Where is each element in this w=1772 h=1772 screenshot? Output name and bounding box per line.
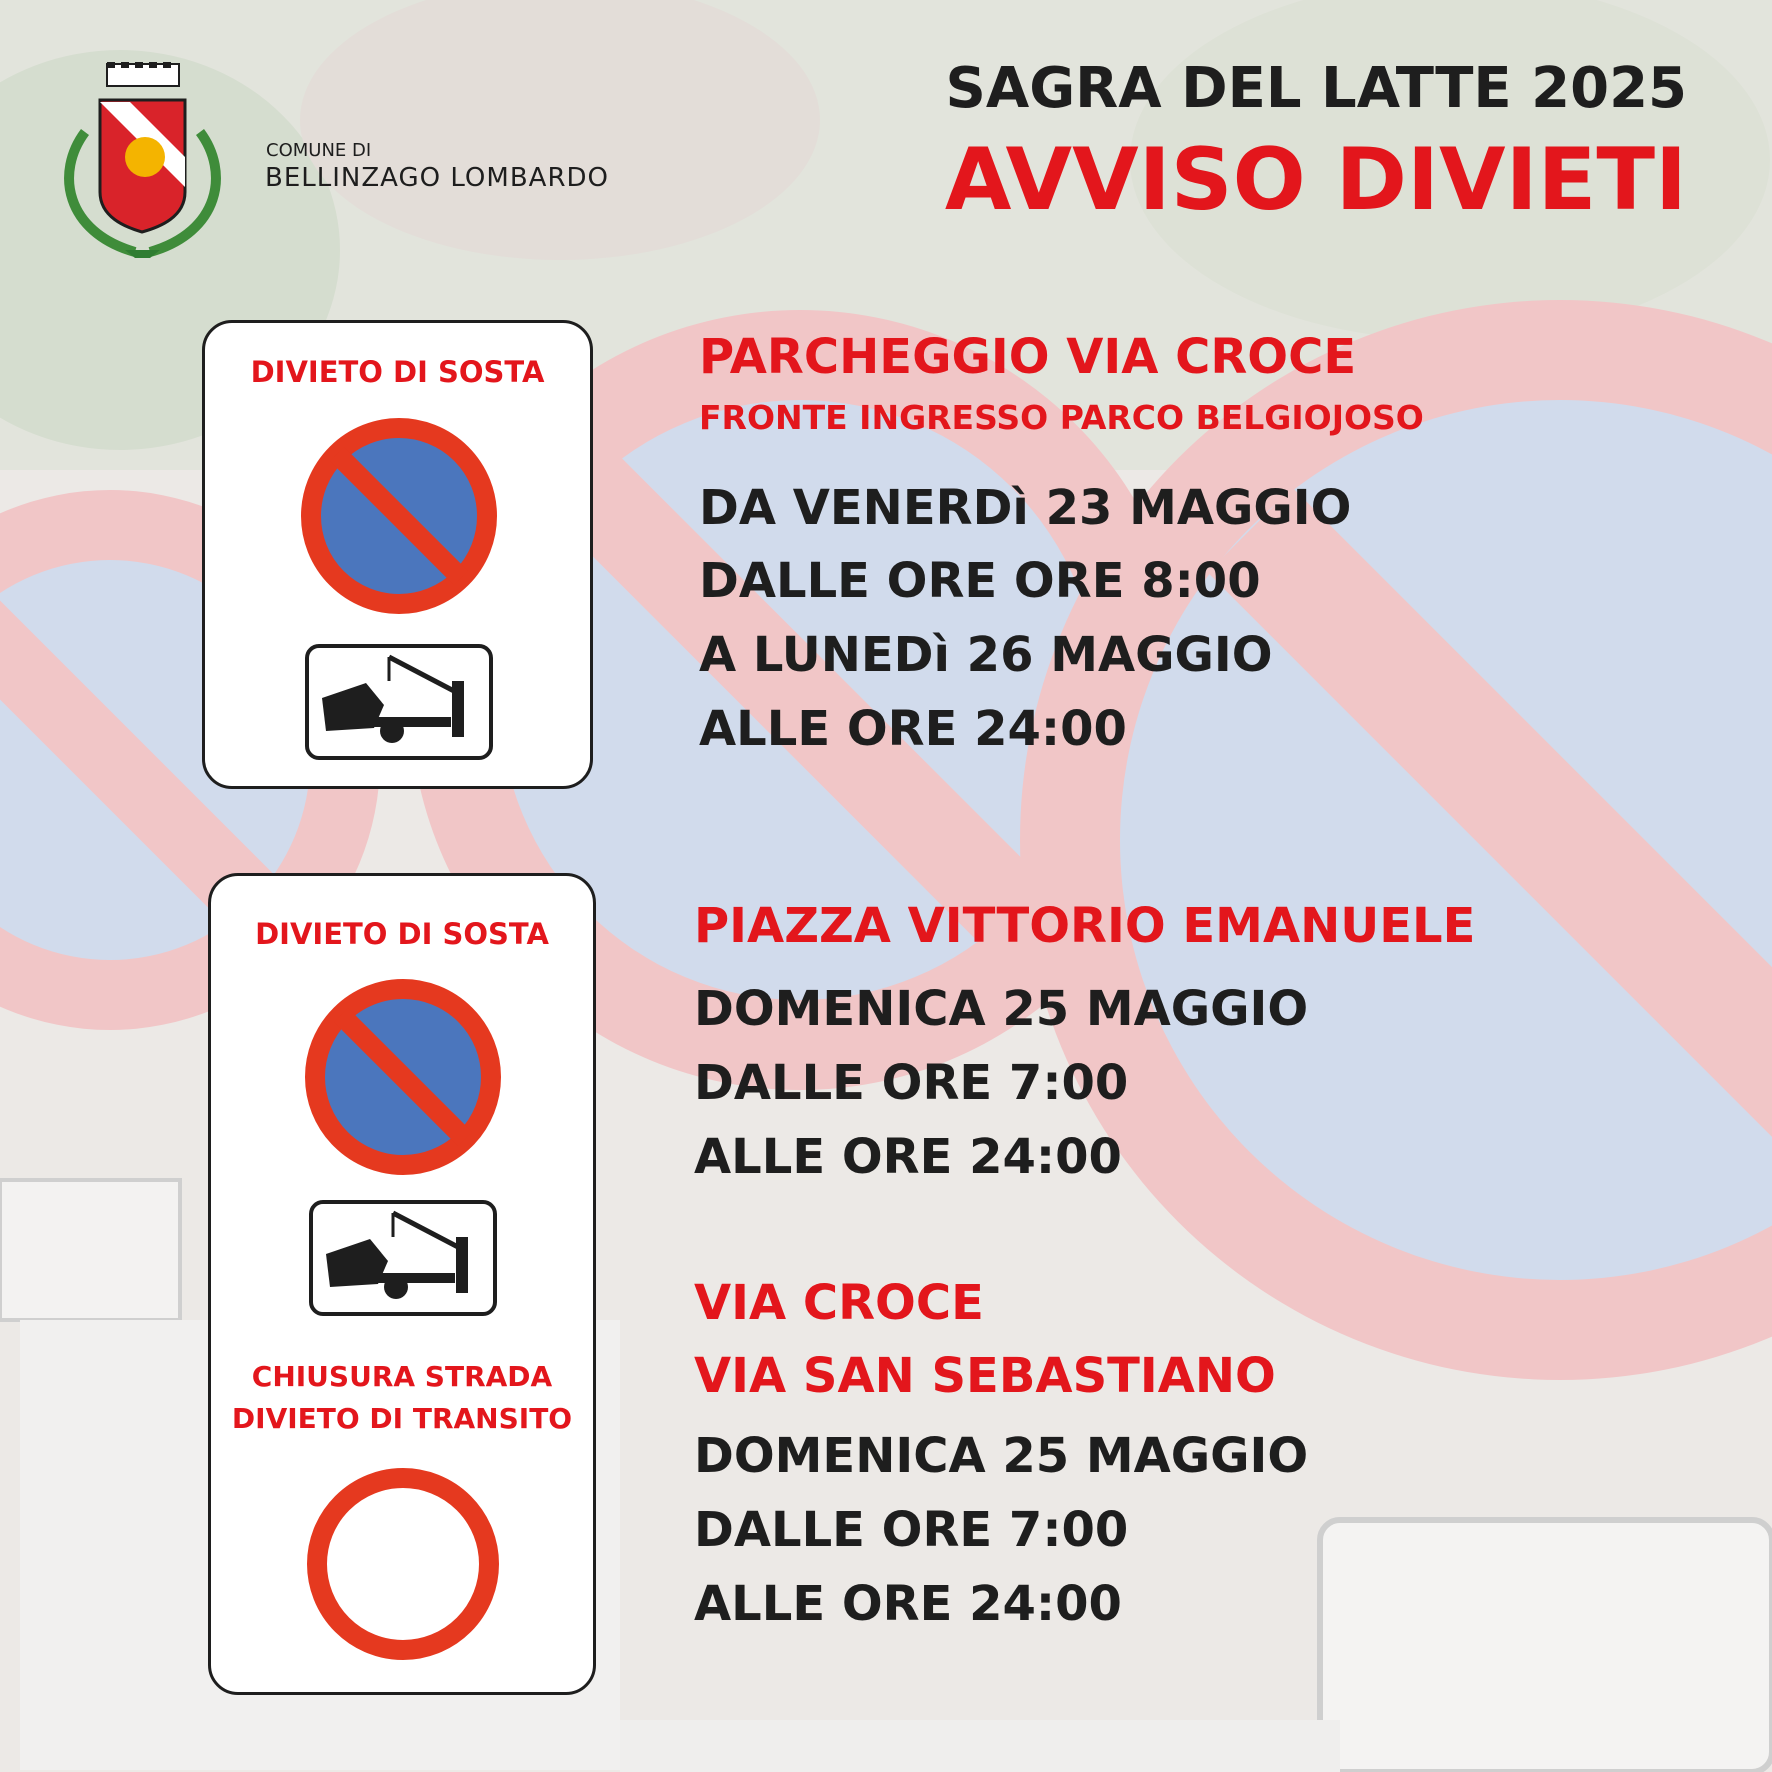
notice-line: DALLE ORE 7:00 xyxy=(694,1055,1129,1111)
sign-card-label: DIVIETO DI SOSTA xyxy=(250,355,545,389)
notice-line: A LUNEDì 26 MAGGIO xyxy=(699,627,1273,683)
no-transit-sign-icon xyxy=(305,1466,501,1662)
notice-line: DA VENERDì 23 MAGGIO xyxy=(699,480,1352,536)
notice-line: DOMENICA 25 MAGGIO xyxy=(694,1428,1309,1484)
notice-line: ALLE ORE 24:00 xyxy=(699,701,1127,757)
notice-location: PARCHEGGIO VIA CROCE xyxy=(699,329,1357,385)
no-parking-sign-icon xyxy=(305,979,501,1175)
tow-truck-icon xyxy=(308,1199,498,1317)
notice-line: ALLE ORE 24:00 xyxy=(694,1576,1122,1632)
notice-sublocation: FRONTE INGRESSO PARCO BELGIOJOSO xyxy=(699,398,1424,437)
sign-card-label: DIVIETO DI TRANSITO xyxy=(231,1402,573,1435)
notice-line: DALLE ORE ORE 8:00 xyxy=(699,553,1261,609)
notice-line: DOMENICA 25 MAGGIO xyxy=(694,981,1309,1037)
sign-card-2 xyxy=(208,873,596,1695)
notice-line: DALLE ORE 7:00 xyxy=(694,1502,1129,1558)
comune-name: BELLINZAGO LOMBARDO xyxy=(265,163,609,193)
event-title: SAGRA DEL LATTE 2025 xyxy=(945,56,1687,121)
sign-card-label: DIVIETO DI SOSTA xyxy=(255,917,549,951)
notice-location: VIA SAN SEBASTIANO xyxy=(694,1348,1276,1404)
page-title: AVVISO DIVIETI xyxy=(944,130,1687,230)
sign-card-label: CHIUSURA STRADA xyxy=(251,1360,553,1393)
municipal-crest-icon xyxy=(55,62,230,262)
notice-line: ALLE ORE 24:00 xyxy=(694,1129,1122,1185)
notice-location: PIAZZA VITTORIO EMANUELE xyxy=(694,898,1476,954)
comune-prefix: COMUNE DI xyxy=(266,140,372,161)
notice-location: VIA CROCE xyxy=(694,1275,984,1331)
tow-truck-icon xyxy=(304,643,494,761)
no-parking-sign-icon xyxy=(301,418,497,614)
sign-card-1 xyxy=(202,320,593,789)
